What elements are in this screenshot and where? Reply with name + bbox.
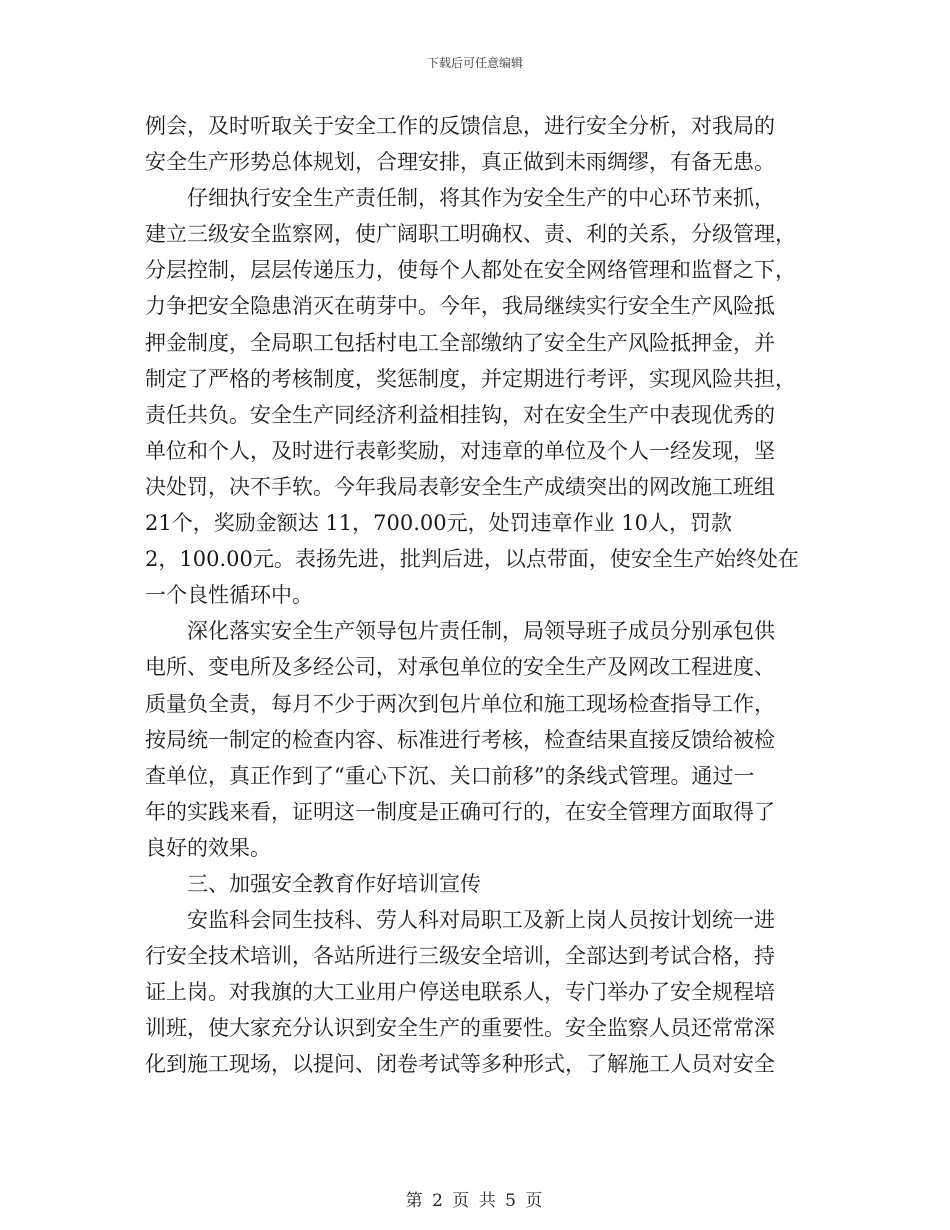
text-line: 电所、变电所及多经公司，对承包单位的安全生产及网改工程进度、	[145, 655, 775, 680]
text-line: 押金制度，全局职工包括村电工全部缴纳了安全生产风险抵押金，并	[145, 330, 775, 355]
text-line: 分层控制，层层传递压力，使每个人都处在安全网络管理和监督之下，	[145, 258, 796, 283]
text-line: 21个，奖励金额达 11，700.00元，处罚违章作业 10人，罚款	[145, 511, 732, 536]
text-line: 安监科会同生技科、劳人科对局职工及新上岗人员按计划统一进	[145, 908, 775, 933]
text-line: 深化落实安全生产领导包片责任制，局领导班子成员分别承包供	[145, 619, 775, 644]
text-line: 三、加强安全教育作好培训宣传	[145, 871, 481, 896]
text-line: 年的实践来看，证明这一制度是正确可行的，在安全管理方面取得了	[145, 799, 775, 824]
text-line: 仔细执行安全生产责任制，将其作为安全生产的中心环节来抓，	[145, 186, 775, 211]
text-line: 查单位，真正作到了“重心下沉、关口前移”的条线式管理。通过一	[145, 763, 755, 788]
text-line: 安全生产形势总体规划，合理安排，真正做到未雨绸缪，有备无患。	[145, 150, 775, 175]
document-body	[145, 108, 810, 1083]
text-line: 按局统一制定的检查内容、标准进行考核，检查结果直接反馈给被检	[145, 727, 775, 752]
text-line: 制定了严格的考核制度，奖惩制度，并定期进行考评，实现风险共担，	[145, 366, 796, 391]
text-line: 单位和个人，及时进行表彰奖励，对违章的单位及个人一经发现，坚	[145, 438, 775, 463]
text-line: 化到施工现场，以提问、闭卷考试等多种形式，了解施工人员对安全	[145, 1052, 775, 1077]
text-line: 力争把安全隐患消灭在萌芽中。今年，我局继续实行安全生产风险抵	[145, 294, 775, 319]
page-footer: 第 2 页 共 5 页	[405, 1191, 545, 1211]
text-line: 建立三级安全监察网，使广阔职工明确权、责、利的关系，分级管理，	[145, 222, 796, 247]
text-line: 质量负全责，每月不少于两次到包片单位和施工现场检查指导工作，	[145, 691, 775, 716]
text-line: 训班，使大家充分认识到安全生产的重要性。安全监察人员还常常深	[145, 1016, 775, 1041]
text-line: 例会，及时听取关于安全工作的反馈信息，进行安全分析，对我局的	[145, 114, 775, 138]
page-header: 下载后可任意编辑	[426, 56, 523, 70]
text-line: 一个良性循环中。	[145, 583, 313, 608]
text-line: 决处罚，决不手软。今年我局表彰安全生产成绩突出的网改施工班组	[145, 474, 775, 499]
text-line: 行安全技术培训，各站所进行三级安全培训，全部达到考试合格，持	[145, 944, 775, 969]
text-line: 良好的效果。	[145, 835, 271, 860]
text-line: 责任共负。安全生产同经济利益相挂钩，对在安全生产中表现优秀的	[145, 402, 775, 427]
text-line: 2，100.00元。表扬先进，批判后进，以点带面，使安全生产始终处在	[145, 547, 799, 572]
text-line: 证上岗。对我旗的大工业用户停送电联系人，专门举办了安全规程培	[145, 980, 775, 1005]
